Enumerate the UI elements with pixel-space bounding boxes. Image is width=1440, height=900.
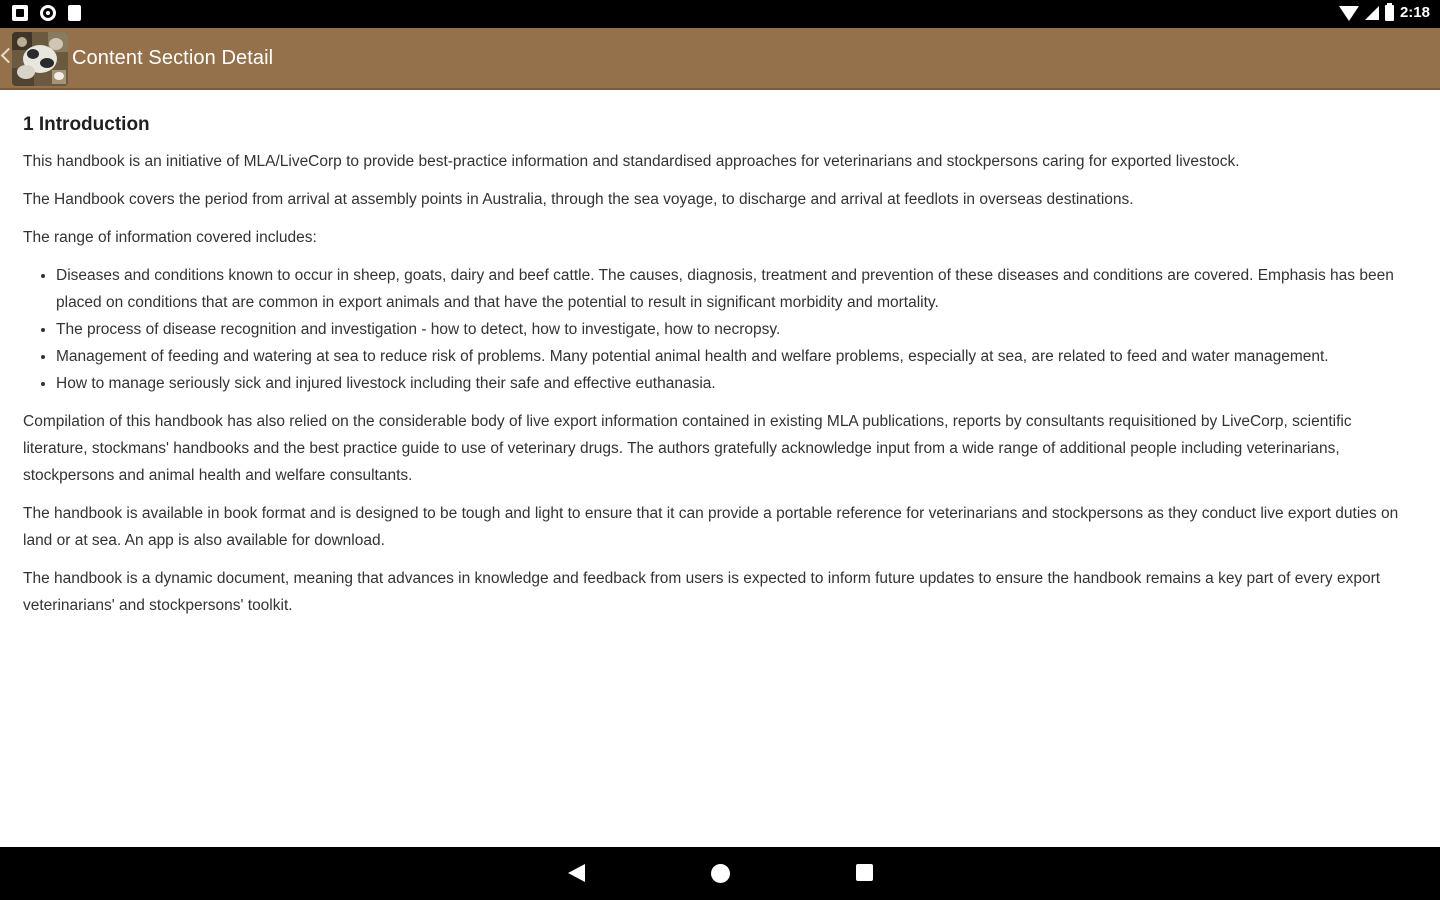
section-heading: 1 Introduction [23, 114, 150, 135]
paragraph-coverage: The Handbook covers the period from arrival at assembly points in Australia, through the sea voyage, to discharge and arrival at feedlots in overseas destinations. [23, 191, 1134, 208]
list-item: • Diseases and conditions known to occur in sheep, goats, dairy and beef cattle. The causes, diagnosis, treatment and prevention of these diseases and conditions are covered. Emphasis has been placed on conditions that are common in export animals and that have the potential to result in significant morbidity and mortality. [56, 262, 1413, 316]
list-item: • How to manage seriously sick and injured livestock including their safe and effective euthanasia. [56, 370, 1413, 397]
recents-square-icon[interactable] [856, 864, 873, 881]
sync-ring-icon [40, 5, 56, 21]
paragraph-range: The range of information covered includes: [23, 229, 317, 246]
paragraph-dynamic: The handbook is a dynamic document, meaning that advances in knowledge and feedback from users is expected to inform future updates to ensure the handbook remains a key part of every export veterinarians' and stockpersons' toolkit. [23, 570, 1381, 614]
paragraph-intro: This handbook is an initiative of MLA/LiveCorp to provide best-practice information and standardised approaches for veterinarians and stockpersons caring for exported livestock. [23, 153, 1240, 170]
signal-icon [1365, 6, 1379, 20]
info-list [23, 262, 1413, 397]
list-item: • Management of feeding and watering at sea to reduce risk of problems. Many potential animal health and welfare problems, especially at sea, are related to feed and water management. [56, 343, 1413, 370]
status-bar [0, 0, 1440, 28]
paragraph-availability: The handbook is available in book format and is designed to be tough and light to ensure that it can provide a portable reference for veterinarians and stockpersons as they conduct live export duties on land or at sea. An app is also available for download. [23, 505, 1399, 549]
list-item: • The process of disease recognition and investigation - how to detect, how to investigate, how to necropsy. [56, 316, 1413, 343]
content-section [23, 90, 1413, 630]
app-bar [0, 28, 1440, 90]
status-time: 2:18 [1399, 4, 1430, 21]
navigation-bar [0, 847, 1440, 900]
wifi-icon [1339, 6, 1359, 21]
back-triangle-icon[interactable] [568, 864, 585, 882]
page-title: Content Section Detail [72, 47, 274, 69]
sd-card-icon [68, 5, 81, 21]
animal-collage-logo-icon[interactable] [12, 32, 68, 86]
status-right-icons [1339, 4, 1430, 21]
home-circle-icon[interactable] [711, 864, 730, 883]
status-left-icons [12, 5, 81, 21]
paragraph-compilation: Compilation of this handbook has also relied on the considerable body of live export information contained in existing MLA publications, reports by consultants requisitioned by LiveCorp, scientific literature, stockmans' handbooks and the best practice guide to use of veterinary drugs. The authors gratefully acknowledge input from a wide range of additional people including veterinarians, stockpersons and animal health and welfare consultants. [23, 413, 1352, 484]
notification-box-icon [12, 5, 28, 21]
battery-icon [1385, 5, 1394, 21]
